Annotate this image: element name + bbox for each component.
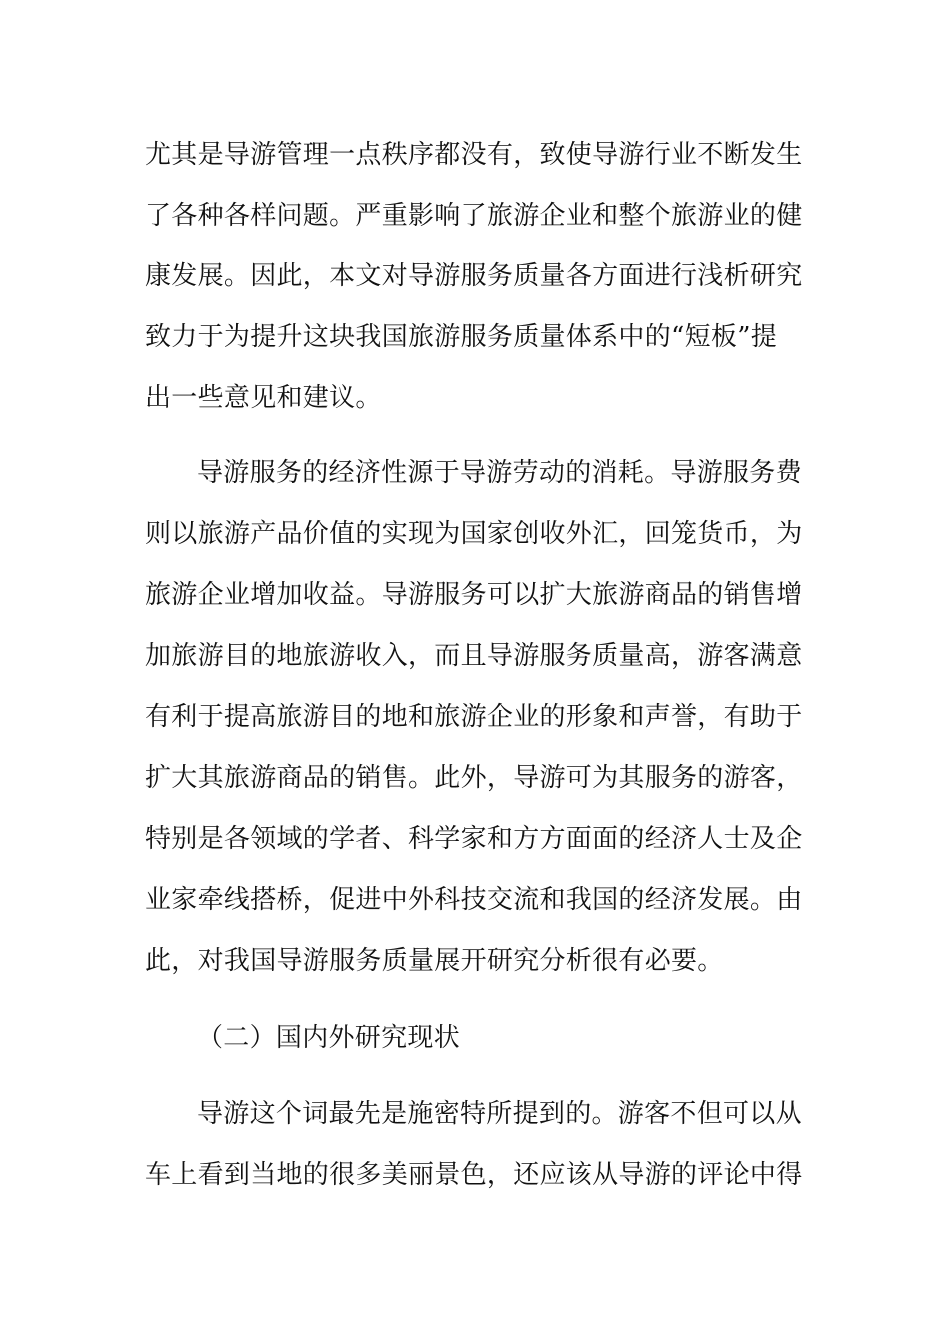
paragraph-1-line-1: 尤其是导游管理一点秩序都没有，致使导游行业不断发生	[145, 140, 803, 170]
paragraph-3-line-1: 导游这个词最先是施密特所提到的。游客不但可以从	[197, 1099, 802, 1129]
paragraph-2-line-1: 导游服务的经济性源于导游劳动的消耗。导游服务费	[197, 458, 802, 488]
paragraph-2-line-8: 业家牵线搭桥，促进中外科技交流和我国的经济发展。由	[145, 885, 803, 915]
section-heading: （二）国内外研究现状	[197, 1023, 461, 1053]
paragraph-1-line-5: 出一些意见和建议。	[145, 383, 382, 413]
paragraph-1-line-3: 康发展。因此，本文对导游服务质量各方面进行浅析研究	[145, 261, 803, 291]
paragraph-2-line-2: 则以旅游产品价值的实现为国家创收外汇，回笼货币，为	[145, 519, 803, 549]
paragraph-2-line-9: 此，对我国导游服务质量展开研究分析很有必要。	[145, 946, 724, 976]
paragraph-2-line-7: 特别是各领域的学者、科学家和方方面面的经济人士及企	[145, 824, 803, 854]
paragraph-2-line-5: 有利于提高旅游目的地和旅游企业的形象和声誉，有助于	[145, 702, 803, 732]
paragraph-2-line-3: 旅游企业增加收益。导游服务可以扩大旅游商品的销售增	[145, 580, 803, 610]
paragraph-1-line-2: 了各种各样问题。严重影响了旅游企业和整个旅游业的健	[145, 201, 803, 231]
paragraph-3-line-2: 车上看到当地的很多美丽景色，还应该从导游的评论中得	[145, 1160, 803, 1190]
paragraph-2-line-6: 扩大其旅游商品的销售。此外，导游可为其服务的游客，	[145, 763, 803, 793]
paragraph-1-line-4: 致力于为提升这块我国旅游服务质量体系中的“短板”提	[145, 322, 778, 352]
paragraph-2-line-4: 加旅游目的地旅游收入，而且导游服务质量高，游客满意	[145, 641, 803, 671]
